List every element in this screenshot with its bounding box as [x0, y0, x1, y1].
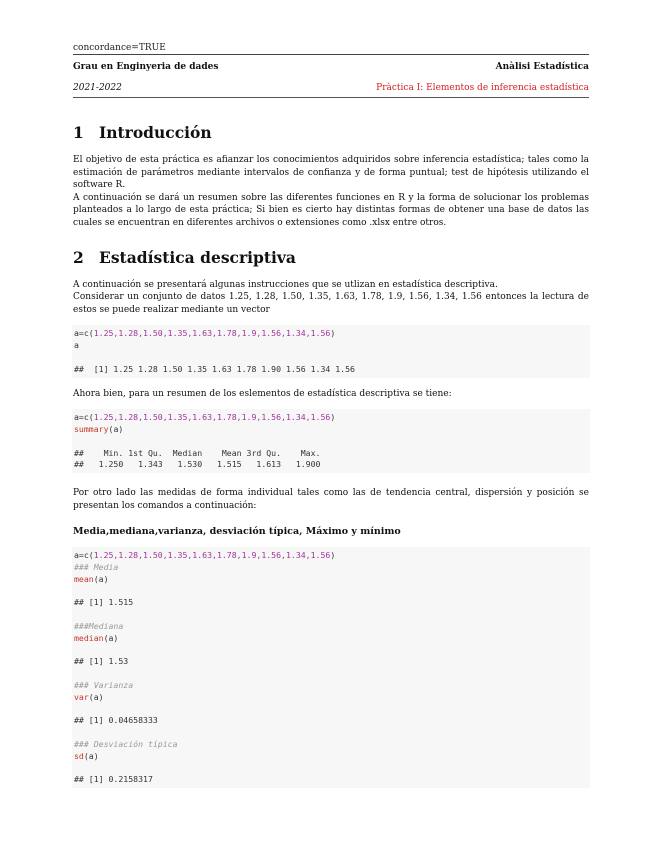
- practice-title: Pràctica I: Elementos de inferencia estadística: [376, 83, 589, 93]
- section-number: 2: [73, 247, 84, 267]
- code-block-vector: a=c(1.25,1.28,1.50,1.35,1.63,1.78,1.9,1.56,1.34,1.56) a ## [1] 1.25 1.28 1.50 1.35 1.63 1.78 1.90 1.56 1.34 1.56: [72, 325, 590, 377]
- code-block-measures: a=c(1.25,1.28,1.50,1.35,1.63,1.78,1.9,1.56,1.34,1.56) ### Media mean(a) ## [1] 1.515 ###Mediana median(a) ## [1] 1.53 ### Varianza var(a) ## [1] 0.04658333 ### Desviación típica sd(a) ## [1] 0.2158317: [72, 547, 590, 788]
- descriptive-paragraph-2: Considerar un conjunto de datos 1.25, 1.28, 1.50, 1.35, 1.63, 1.78, 1.9, 1.56, 1.34, 1.56 entonces la lectura de estos se puede realizar mediante un vector: [73, 292, 589, 315]
- header-rule-top: [73, 54, 589, 55]
- course-name: Grau en Enginyeria de dades: [73, 62, 219, 72]
- section-heading-intro: [73, 124, 589, 142]
- header-row-1: [73, 61, 589, 73]
- concordance-note: concordance=TRUE: [73, 43, 166, 53]
- section-title: Introducción: [99, 123, 212, 142]
- header-rule-bottom: [73, 97, 589, 98]
- subsection-heading: Media,mediana,varianza, desviación típica, Máximo y mínimo: [73, 526, 401, 538]
- header-row-2: [73, 82, 589, 94]
- descriptive-paragraph-1: A continuación se presentará algunas instrucciones que se utlizan en estadística descriptiva.: [73, 279, 498, 290]
- descriptive-paragraph-4: Por otro lado las medidas de forma individual tales como las de tendencia central, dispersión y posición se presentan los comandos a continuación:: [73, 488, 589, 511]
- code-block-summary: a=c(1.25,1.28,1.50,1.35,1.63,1.78,1.9,1.56,1.34,1.56) summary(a) ## Min. 1st Qu. Median Mean 3rd Qu. Max. ## 1.250 1.343 1.530 1.515 1.613 1.900: [72, 409, 590, 473]
- section-title: Estadística descriptiva: [99, 247, 296, 267]
- academic-year: 2021-2022: [73, 83, 122, 93]
- intro-paragraph-1: El objetivo de esta práctica es afianzar los conocimientos adquiridos sobre inferencia estadística; tales como la estimación de parámetros mediante intervalos de confianza y de forma puntual; test de hipótesis utilizando el software R.: [73, 155, 589, 191]
- descriptive-paragraph-3: Ahora bien, para un resumen de los eslementos de estadística descriptiva se tiene:: [73, 388, 452, 399]
- intro-paragraph-2: A continuación se dará un resumen sobre las diferentes funciones en R y la forma de solucionar los problemas planteados a lo largo de esta práctica; Si bien es cierto hay distintas formas de obtener una base de datos las cuales se encuentran en diferentes archivos o extensiones como .xlsx entre otros.: [73, 192, 589, 228]
- subject-name: Anàlisi Estadística: [495, 62, 589, 72]
- section-number: 1: [73, 123, 84, 142]
- page-content: [73, 42, 589, 788]
- section-heading-descriptive: [73, 249, 589, 267]
